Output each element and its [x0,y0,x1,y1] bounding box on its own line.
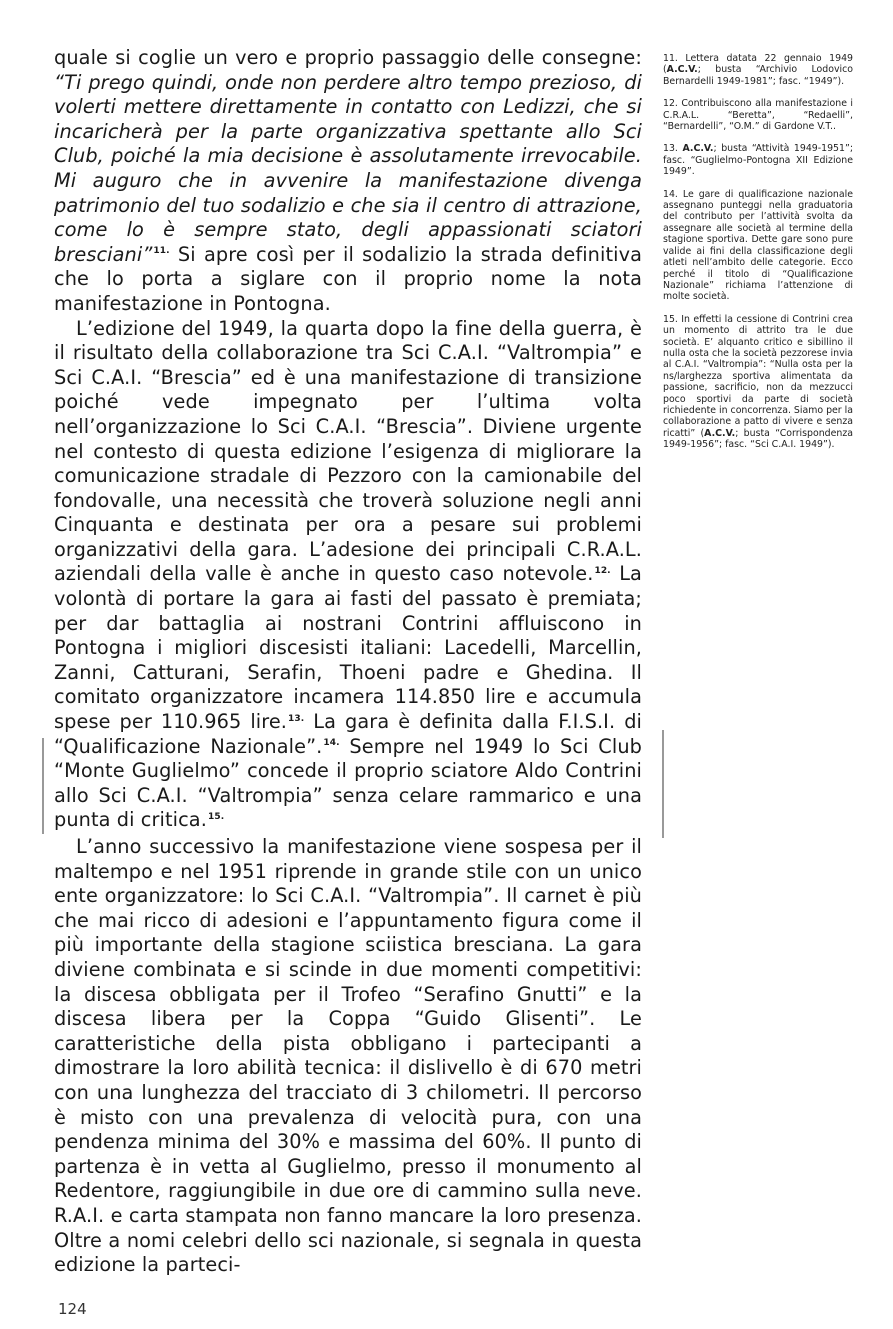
paragraph-2: L’edizione del 1949, la quarta dopo la fine della guerra, è il risultato della collaborazione tra Sci C.A.I. “Valtrompia” e Sci C.A.I. “Brescia” ed è una manifestazione di transizione poiché vede impegnato per l’ultima volta nell’organizzazione lo Sci C.A.I. “Brescia”. Diviene urgente nel contesto di questa edizione l’esigenza di migliorare la comunicazione stradale di Pezzoro con la camionabile del fondovalle, una necessità che troverà soluzione negli anni Cinquanta e destinata per ora a pesare sui problemi organizzativi della gara. L’adesione dei principali C.R.A.L. aziendali della valle è anche in questo caso notevole.$^{12.}$ La volontà di portare la gara ai fasti del passato è premiata; per dar battaglia ai nostrani Contrini affluiscono in Pontogna i migliori discesisti italiani: Lacedelli, Marcellin, Zanni, Catturani, Serafin, Thoeni padre e Ghedina. Il comitato organizzatore incamera 114.850 lire e accumula spese per 110.965 lire.$^{13.}$ La gara è definita dalla F.I.S.I. di “Qualificazione Nazionale”.$^{14.}$ Sempre nel 1949 lo Sci Club “Monte Guglielmo” concede il proprio sciatore Aldo Contrini allo Sci C.A.I. “Valtrompia” senza celare rammarico e una punta di critica.$^{15.}$ [54,316,642,832]
footnote-14: 14. Le gare di qualificazione nazionale assegnano punteggi nella graduatoria del contributo per l’attività svolta da assegnare alle società al termine della stagione sportiva. Dette gare sono pure valide ai fini della classificazione degli atleti nell’ambito delle categorie. Ecco perché il titolo di “Qualificazione Nazionale” richiama l’attenzione di molte società. [663,188,853,303]
footnote-ref-14[interactable]: 14. [323,738,340,749]
footnote-15: 15. In effetti la cessione di Contrini crea un momento di attrito tra le due società. E’ alquanto critico e sibillino il nulla osta che la società pezzorese invia al C.A.I. “Valtrompia”: “Nulla osta per la ns/larghezza sportiva alimentata da passione, sacrificio, non da mezzucci poco sportivi da parte di società richiedente in concorrenza. Siamo per la collaborazione a patto di vivere e senza ricatti” (A.C.V.; busta “Corrispondenza 1949-1956”; fasc. “Sci C.A.I. 1949”). [663,313,853,451]
footnote-12: 12. Contribuiscono alla manifestazione i C.R.A.L. “Beretta”, “Redaelli”, “Bernardelli”, “O.M.” di Gardone V.T.. [663,98,853,133]
right-margin-pencil-mark [662,730,664,838]
page-number: 124 [58,1300,87,1318]
quote-text: “Ti prego quindi, onde non perdere altro tempo prezioso, di volerti mettere direttamente in contatto con Ledizzi, che si incaricherà per la parte organizzativa spettante allo Sci Club, poiché la mia decisione è assolutamente irrevocabile. Mi auguro che in avvenire la manifestazione divenga patrimonio del tuo sodalizio e che sia il centro di attrazione, come lo è sempre stato, degli appassionati sciatori bresciani” [54,70,642,266]
footnote-ref-11[interactable]: 11. [153,246,170,257]
footnote-13: 13. A.C.V.; busta “Attività 1949-1951”; fasc. “Guglielmo-Pontogna XII Edizione 1949”. [663,143,854,178]
paragraph-3: L’anno successivo la manifestazione viene sospesa per il maltempo e nel 1951 riprende in grande stile con un unico ente organizzatore: lo Sci C.A.I. “Valtrompia”. Il carnet è più che mai ricco di adesioni e l’appuntamento figura come il più importante della stagione sciistica bresciana. La gara diviene combinata e si scinde in due momenti competitivi: la discesa obbligata per il Trofeo “Serafino Gnutti” e la discesa libera per la Coppa “Guido Glisenti”. Le caratteristiche della pista obbligano i partecipanti a dimostrare la loro abilità tecnica: il dislivello è di 670 metri con una lunghezza del tracciato di 3 chilometri. Il percorso è misto con una prevalenza di velocità pura, con una pendenza minima del 30% e massima del 60%. Il punto di partenza è in vetta al Guglielmo, presso il monumento al Redentore, raggiungibile in due ore di cammino sulla neve. R.A.I. e carta stampata non fanno mancare la loro presenza. Oltre a nomi celebri dello sci nazionale, si segnala in questa edizione la parteci- [54,835,642,1277]
paragraph-1: quale si coglie un vero e proprio passaggio delle consegne: “Ti prego quindi, onde non perdere altro tempo prezioso, di volerti mettere direttamente in contatto con Ledizzi, che si incaricherà per la parte organizzativa spettante allo Sci Club, poiché la mia decisione è assolutamente irrevocabile. Mi auguro che in avvenire la manifestazione divenga patrimonio del tuo sodalizio e che sia il centro di attrazione, come lo è sempre stato, degli appassionati sciatori bresciani”$^{11.}$ Si apre così per il sodalizio la strada definitiva che lo porta a siglare con il proprio nome la nota manifestazione in Pontogna. [54,46,642,315]
footnote-ref-13[interactable]: 13. [288,713,305,724]
footnotes-column [663,53,853,462]
left-margin-pencil-mark [42,738,44,834]
main-text-column [54,46,642,1278]
footnote-11: 11. Lettera datata 22 gennaio 1949 (A.C.V.; busta “Archivio Lodovico Bernardelli 1949-1981”; fasc. “1949”). [663,53,853,87]
footnote-ref-12[interactable]: 12. [594,566,611,577]
footnote-ref-15[interactable]: 15. [207,811,225,822]
